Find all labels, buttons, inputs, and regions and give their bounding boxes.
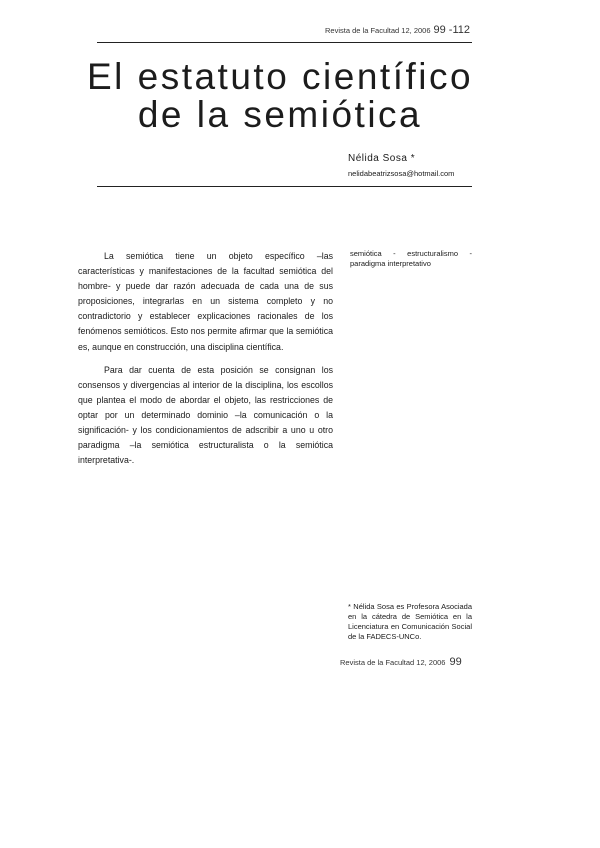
running-header — [300, 24, 470, 36]
page-number: 99 — [449, 656, 462, 668]
title-line-1: El estatuto científico — [86, 56, 474, 97]
abstract-body — [78, 249, 333, 468]
abstract-paragraph-2: Para dar cuenta de esta posición se consignan los consensos y divergencias al interior de la disciplina, los escollos que plantea el modo de abordar el objeto, las restricciones de optar por un determinado dominio –la comunicación o la significación- y los condicionamientos de adscribir a uno u otro paradigma –la semiótica estructuralista o la semiótica interpretativa-. — [78, 364, 333, 466]
journal-citation: Revista de la Facultad 12, 2006 — [325, 26, 431, 35]
author-name: Nélida Sosa * — [348, 153, 416, 164]
header-rule — [97, 42, 472, 43]
author-email[interactable]: nelidabeatrizsosa@hotmail.com — [348, 169, 455, 178]
title-line-2: de la semiótica — [137, 94, 423, 135]
author-footnote: * Nélida Sosa es Profesora Asociada en la cátedra de Semiótica en la Licenciatura en Comunicación Social de la FADECS-UNCo. — [348, 602, 472, 641]
page-range: 99 -112 — [433, 24, 470, 36]
article-title — [60, 58, 500, 134]
running-footer — [340, 656, 462, 668]
footer-journal-citation: Revista de la Facultad 12, 2006 — [340, 658, 446, 667]
abstract-paragraph-1: La semiótica tiene un objeto específico –las características y manifestaciones de la facultad semiótica del hombre- y puede dar razón adecuada de cada una de sus proposiciones, integrarlas en un sistema completo y no contradictorio y establecer explicaciones racionales de los fenómenos semióticos. Esto nos permite afirmar que la semiótica es, aunque en construcción, una disciplina científica. — [78, 251, 333, 352]
author-rule — [97, 186, 472, 187]
keywords: semiótica - estructuralismo - paradigma interpretativo — [350, 249, 472, 268]
